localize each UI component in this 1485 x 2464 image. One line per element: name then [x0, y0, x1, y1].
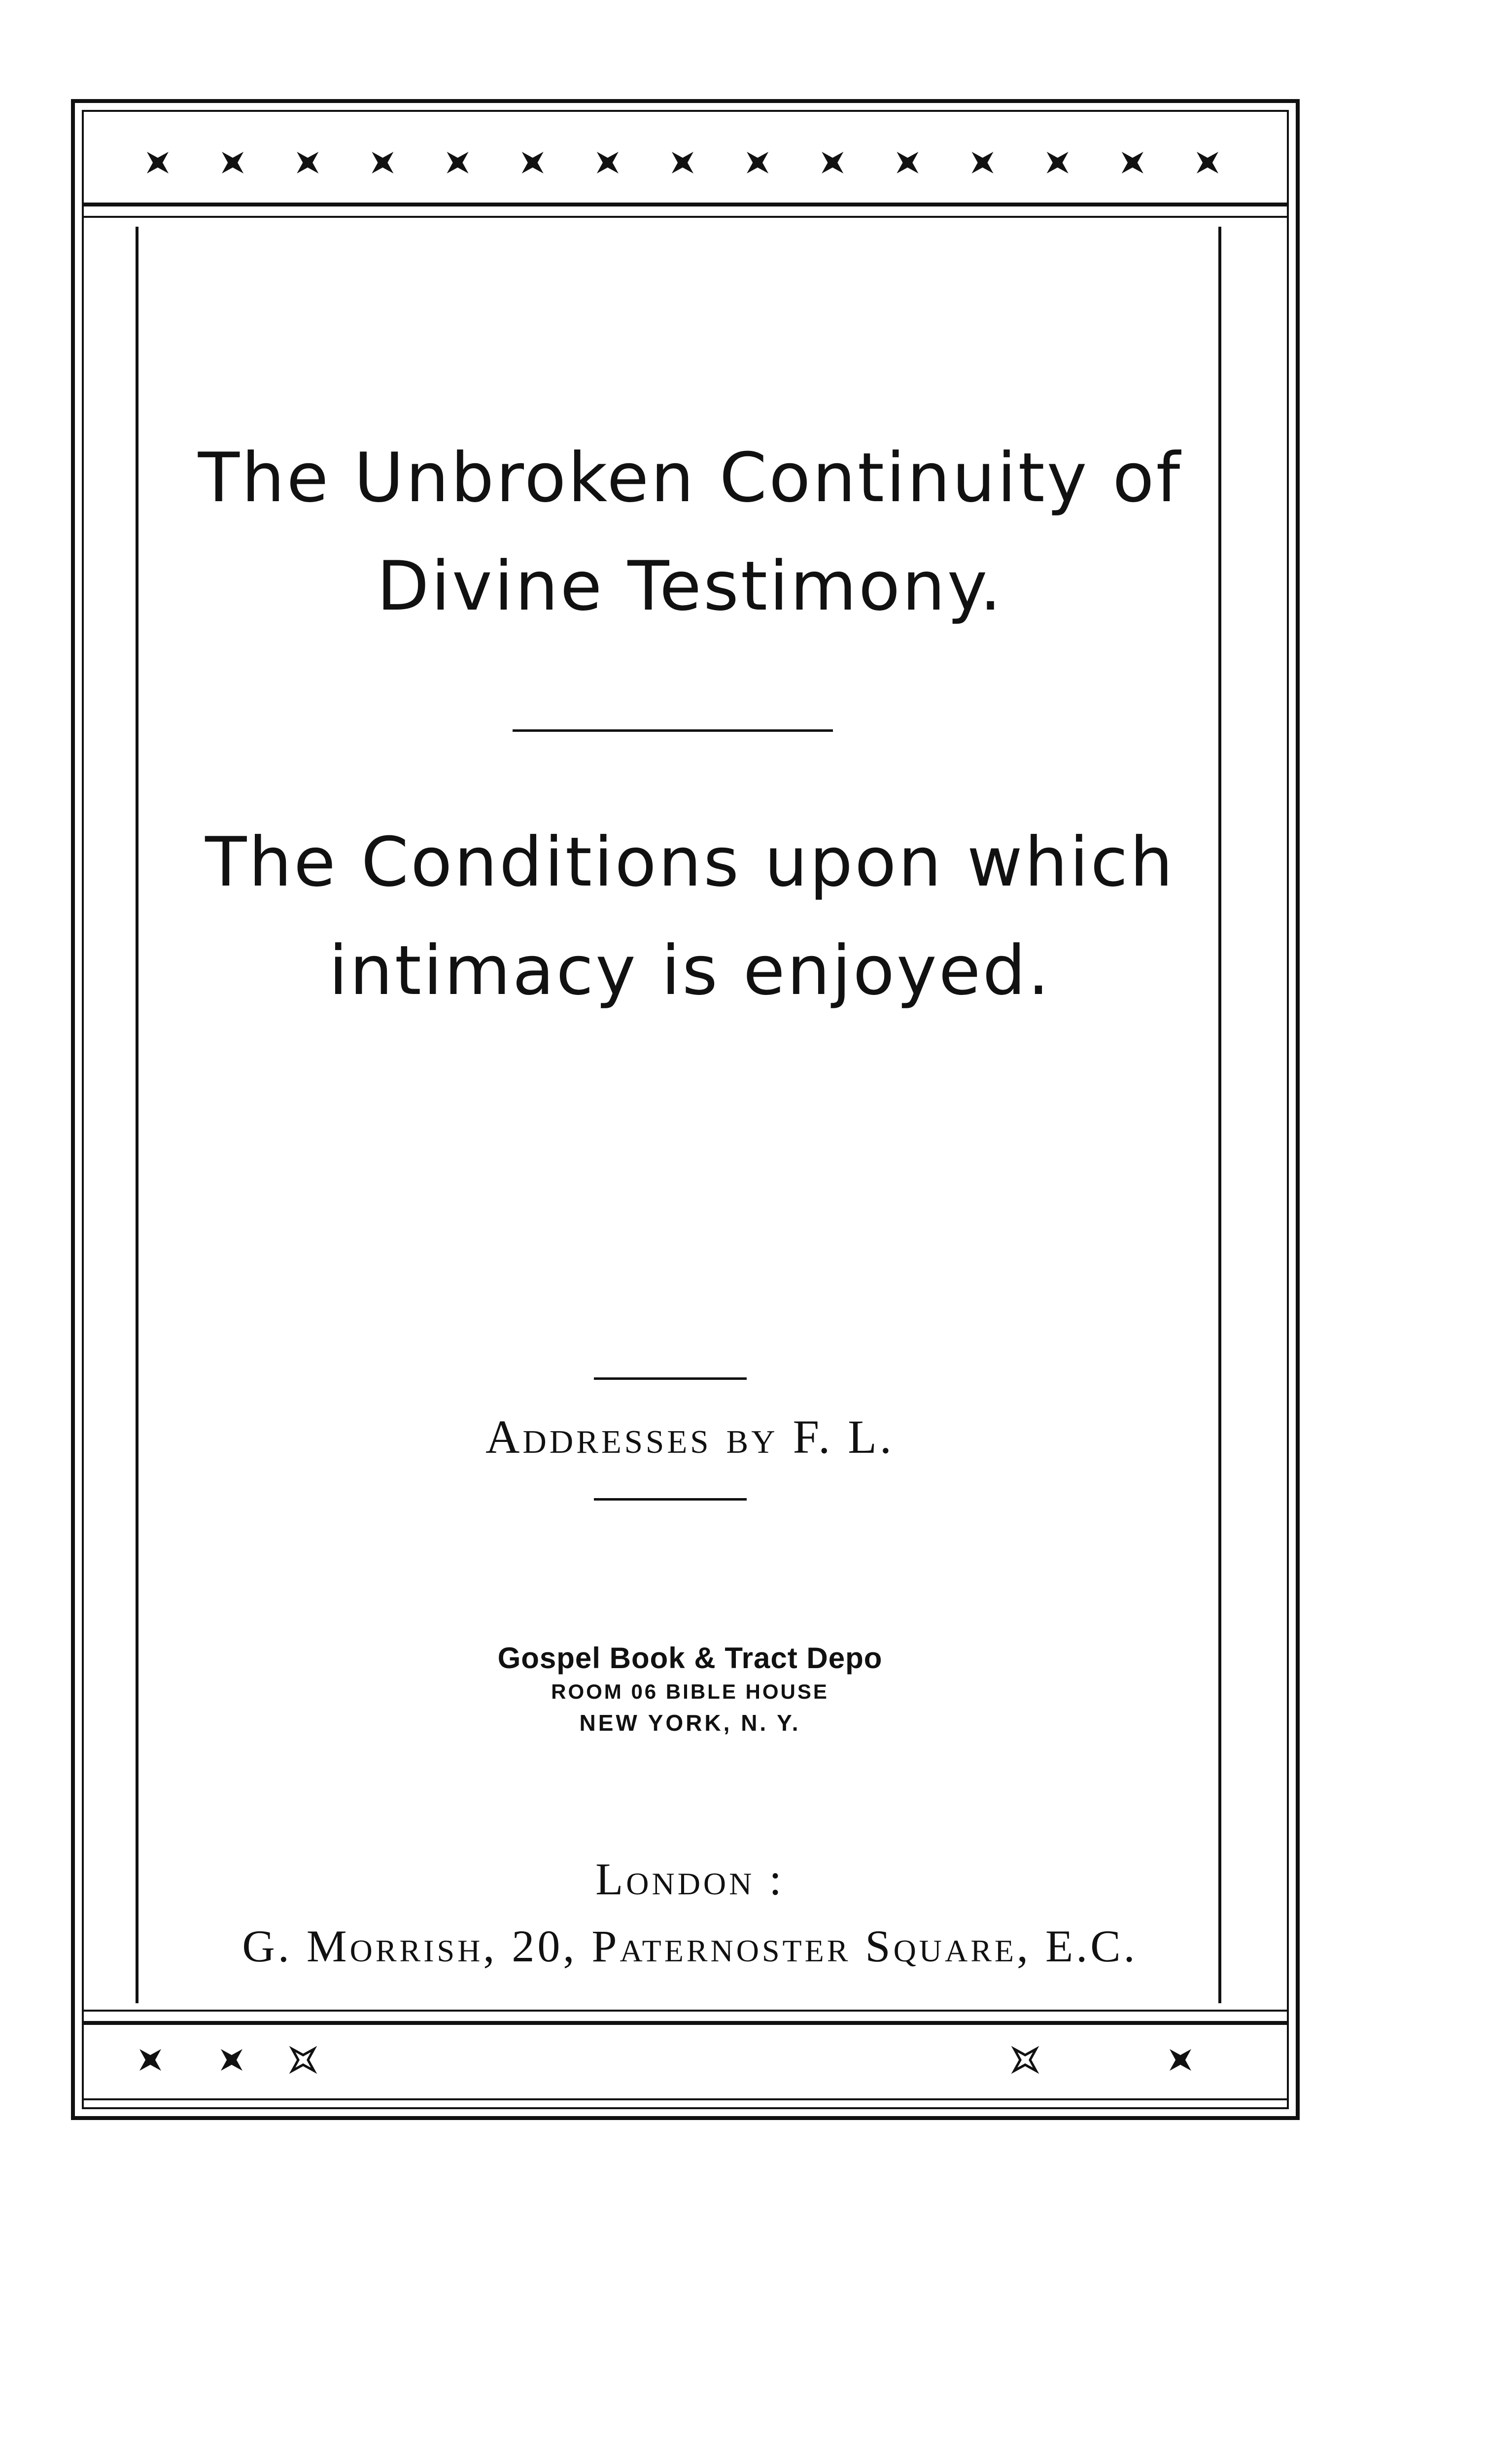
hollow-ornament-icon	[1014, 2049, 1036, 2071]
hollow-ornament-icon	[292, 2049, 314, 2071]
bowtie-ornament-icon	[222, 152, 243, 173]
byline-rule-bottom	[594, 1498, 747, 1501]
bowtie-ornament-icon	[1047, 152, 1069, 173]
subtitle-line-2: intimacy is enjoyed.	[329, 931, 1051, 1010]
subtitle	[123, 808, 1257, 1025]
top-ornament-row	[147, 152, 1218, 173]
bowtie-ornament-icon	[139, 2049, 161, 2071]
byline-rule-top	[594, 1377, 747, 1380]
bowtie-ornament-icon	[147, 152, 169, 173]
imprint	[123, 1853, 1257, 1972]
bowtie-ornament-icon	[221, 2049, 242, 2071]
bowtie-ornament-icon	[597, 152, 619, 173]
bowtie-ornament-icon	[522, 152, 544, 173]
title-divider	[513, 729, 833, 732]
bowtie-ornament-icon	[447, 152, 469, 173]
bowtie-ornament-icon	[897, 152, 918, 173]
bowtie-ornament-icon	[822, 152, 843, 173]
bowtie-ornament-icon	[297, 152, 318, 173]
main-title	[123, 424, 1257, 641]
main-title-line-1: The Unbroken Continuity of	[198, 438, 1182, 517]
bowtie-ornament-icon	[972, 152, 994, 173]
bottom-ornament-row	[139, 2049, 1191, 2071]
bowtie-ornament-icon	[1197, 152, 1218, 173]
bowtie-ornament-icon	[1170, 2049, 1191, 2071]
bowtie-ornament-icon	[372, 152, 393, 173]
subtitle-line-1: The Conditions upon which	[205, 822, 1175, 902]
imprint-publisher: G. Morrish, 20, Paternoster Square, E.C.	[242, 1921, 1138, 1971]
bowtie-ornament-icon	[747, 152, 768, 173]
stamp-line-2: ROOM 06 BIBLE HOUSE	[551, 1680, 829, 1703]
depot-stamp	[123, 1641, 1257, 1736]
main-title-line-2: Divine Testimony.	[377, 547, 1003, 626]
bowtie-ornament-icon	[672, 152, 693, 173]
stamp-line-1: Gospel Book & Tract Depo	[497, 1642, 883, 1675]
byline: Addresses by F. L.	[485, 1410, 895, 1463]
bowtie-ornament-icon	[1122, 152, 1143, 173]
stamp-line-3: NEW YORK, N. Y.	[579, 1710, 801, 1736]
imprint-city: London :	[595, 1854, 785, 1904]
